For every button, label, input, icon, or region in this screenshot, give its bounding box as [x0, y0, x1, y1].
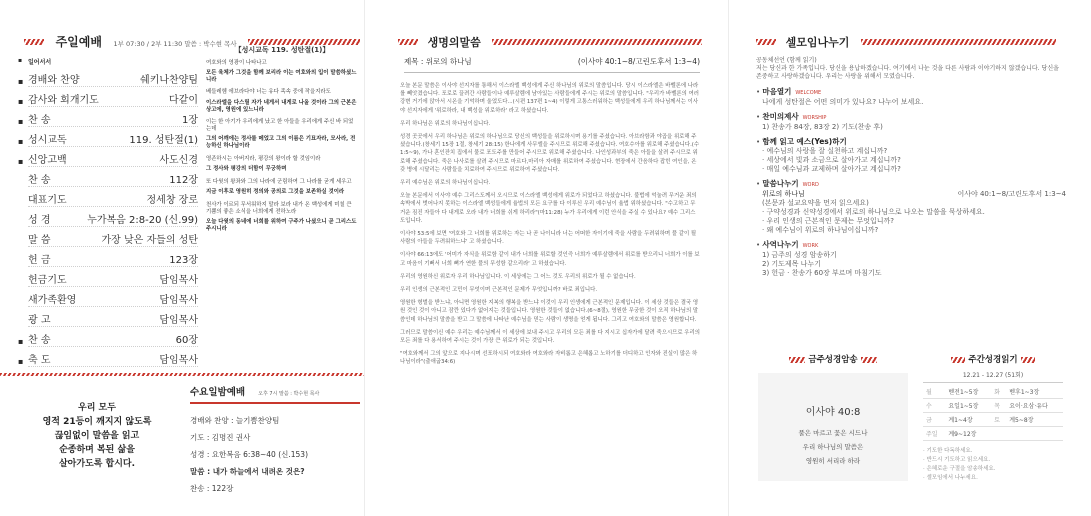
reading-passage	[1006, 427, 1063, 441]
order-value: 담임목사	[159, 275, 198, 286]
responsive-pair	[206, 179, 358, 196]
cell-section-line	[756, 98, 1086, 107]
cell-section-line	[756, 226, 1086, 235]
wednesday-item: 기도 : 김명진 권사	[190, 433, 251, 442]
cell-section	[756, 87, 1086, 107]
sermon-paragraph: 우리 인생의 근본적인 고민이 무엇이며 근본적인 문제가 무엇입니까? 바로 죄입니다.	[400, 287, 598, 294]
bullet: ▪	[18, 157, 24, 166]
memory-reference: 이사야 40:8	[805, 407, 861, 418]
header-stripes	[24, 39, 44, 45]
sermon-paragraph: 그러므로 말씀이신 예수 우리는 예수님께서 이 세상에 보내 주시고 우리의 모든 죄를 다 지시고 십자가에 달려 죽으시므로 우리의 모든 죄를 다 용서하여 주시는 것이 가장 큰 위로가 되는 것입니다.	[400, 329, 700, 345]
reading-day: 금	[923, 413, 945, 427]
reading-title: 주간성경읽기	[968, 355, 1018, 365]
cell-line-text: 위로의 하나님	[762, 190, 805, 198]
reading-day: 주일	[923, 427, 945, 441]
order-row	[18, 327, 198, 347]
reading-range: 12.21 - 12.27 (51회)	[923, 370, 1063, 383]
order-row	[28, 307, 198, 327]
cell-line-text: · 세상에서 빛과 소금으로 살아가고 계십니까?	[762, 156, 901, 164]
reading-passage: 계5~8장	[1006, 413, 1063, 427]
responsive-lead: 베들레헴 에브라다야 너는 유다 족속 중에 작을지라도	[206, 89, 331, 96]
cell-section-line	[756, 165, 1086, 174]
cell-section-title: 마음열기	[762, 87, 792, 96]
intro-text: 저는 당신과 한 가족입니다. 당신을 용납하겠습니다. 여기에서 나눈 것을 다른 사람과 이야기하지 않겠습니다. 당신을 존중하고 사랑하겠습니다. 우리는 사랑을 위해서 모였습니다.	[756, 65, 1059, 80]
cell-section-line	[756, 199, 1086, 208]
order-row	[28, 227, 198, 247]
cell-section	[756, 240, 1086, 278]
order-label: 성 경	[28, 215, 51, 226]
cell-line-text: · 왜 예수님이 위로의 하나님이십니까?	[762, 226, 879, 234]
order-value: 60장	[175, 335, 198, 346]
cell-line-text: 3) 헌금 · 찬송가 60장 부르며 마침기도	[762, 269, 882, 277]
order-row	[28, 267, 198, 287]
sermon-paragraph: 우리 예수님은 위로의 하나님이십니다.	[400, 180, 491, 187]
cell-section-heading	[756, 87, 1086, 98]
order-row	[18, 127, 198, 147]
cell-section-line	[756, 156, 1086, 165]
cell-header	[728, 31, 1091, 50]
reading-day	[991, 427, 1006, 441]
order-value: 112장	[169, 175, 198, 186]
bullet: ▪	[18, 337, 24, 346]
intro-title: 공동체선언 (함께 읽기)	[756, 57, 817, 64]
cell-sections	[756, 87, 1086, 278]
sermon-paragraph: 오늘 본문 말씀은 이사야 선지자를 통해서 이스라엘 백성에게 주신 하나님의 위로의 말씀입니다. 당시 이스라엘은 바벨론에 나라를 빼앗겼습니다. 포로로 끌려간 사람들이나 예루살렘에 남아있는 사람들에게 주시는 위로의 말씀입니다. "우리가 바벨론의 여러 강변 거기에 앉아서 시온을 기억하며 울었도다...(시편 137편 1~4) 이렇게 고통스러워하는 백성들에게 우리 하나님께서는 이사야 선지자에게 '위로하라, 내 백성을 위로하라' 라고 하셨습니다.	[400, 83, 699, 114]
memory-title: 금주성경암송	[808, 355, 858, 365]
sermon-paragraph: 이사야 66:13에도 '어미가 자식을 위로함 같이 내가 너희를 위로할 것인즉 너희가 예루살렘에서 위로를 받으리니 너희가 이를 보고 마음이 기뻐서 너희 뼈가 연한 풀의 무성함 같으리라' 고 하셨습니다.	[400, 252, 700, 267]
sermon-paragraph: 영원한 형벌을 받느냐, 아니면 영원한 지복의 행복을 받느냐 이것이 우리 인생에게 근본적인 문제입니다. 이 세상 것들은 결국 영원 것인 것이 아니고 잠깐 있다가 없어지는 것들입니다. 영원한 것들이 없습니다.(6~8절), 영원한 무궁한 것이 오직 하나님의 말씀인데 하나님의 말씀을 받고 그 말씀에 나타난 예수님을 믿는 사람이 생명을 얻게 됩니다. 그리고 여호와의 말씀은 영원합니다.	[400, 300, 699, 323]
cell-section	[756, 137, 1086, 174]
order-value: 123장	[169, 255, 198, 266]
order-row	[28, 167, 198, 187]
sermon-paragraph: 우리의 영원하신 위로자 우리 하나님입니다. 이 세상에는 그 어느 것도 우리의 위로가 될 수 없습니다.	[400, 273, 636, 280]
responsive-pair	[206, 89, 358, 113]
cell-line-text: 나에게 성탄절은 어떤 의미가 있나요? 나누어 보세요.	[762, 98, 924, 106]
memory-line: 영원히 서리라 하라	[805, 457, 861, 465]
reading-day: 토	[991, 413, 1006, 427]
order-row	[18, 147, 198, 167]
memory-line: 풀은 마르고 꽃은 시드나	[798, 429, 868, 437]
weekly-reading-box	[923, 353, 1063, 483]
cell-meeting-panel	[728, 0, 1091, 516]
order-heading: ▪ 일어서서	[18, 57, 52, 66]
order-label: 경배와 찬양	[28, 75, 80, 86]
order-row	[18, 67, 198, 87]
order-label: 새가족환영	[28, 295, 77, 306]
cell-line-text: 1) 찬송가 84장, 83장 2) 기도(찬송 후)	[762, 123, 883, 131]
reading-day: 화	[991, 385, 1006, 399]
order-label: 신앙고백	[28, 155, 67, 166]
wednesday-subtitle: 오후 7시 말씀 : 박수현 목사	[258, 391, 320, 397]
cell-section-line	[756, 251, 1086, 260]
bullet: •	[756, 113, 763, 121]
order-value: 담임목사	[159, 295, 198, 306]
worship-subtitle: 1부 07:30 / 2부 11:30 말씀 : 박수현 목사	[113, 40, 237, 48]
responsive-reading	[206, 47, 358, 238]
order-label: 성시교독	[28, 135, 67, 146]
bullet: ▪	[18, 117, 24, 126]
responsive-response: 그 정사와 평강의 더함이 무궁하며	[206, 166, 287, 173]
wednesday-item: 말씀 : 내가 하늘에서 내려온 것은?	[190, 467, 305, 476]
responsive-response: 그의 어깨에는 정사를 메었고 그의 이름은 기묘자라, 모사라, 전능하신 하나님이라	[206, 136, 356, 149]
bullet: ▪	[18, 97, 24, 106]
reading-note: · 은혜로운 구절을 암송하세요.	[923, 466, 996, 472]
header-stripes	[248, 39, 360, 45]
order-value: 담임목사	[159, 315, 198, 326]
cell-section	[756, 112, 1086, 132]
sermon-panel	[364, 0, 728, 516]
memory-card	[758, 373, 908, 481]
responsive-lead: 이는 한 아기가 우리에게 났고 한 아들을 우리에게 주신 바 되었는데	[206, 119, 354, 132]
cell-section-line	[756, 217, 1086, 226]
wednesday-item: 경배와 찬양 : 늘기쁨찬양팀	[190, 416, 280, 425]
memory-verse-box	[758, 353, 908, 481]
bullet: ▪	[18, 137, 24, 146]
responsive-response: 모든 육체가 그것을 함께 보리라 이는 여호와의 입이 말씀하셨느니라	[206, 70, 357, 83]
header-stripes	[398, 39, 418, 45]
sermon-title: 제목 : 위로의 하나님	[404, 57, 472, 66]
responsive-response: 지금 이후로 영원히 정의와 공의로 그것을 보존하실 것이라	[206, 189, 345, 196]
reading-row	[923, 399, 1063, 413]
bullet: •	[756, 180, 763, 188]
cell-line-text: · 예수님의 사랑을 잘 실천하고 계십니까?	[762, 147, 888, 155]
order-label: 축 도	[28, 355, 51, 366]
responsive-pair	[206, 60, 358, 84]
cell-section-line	[756, 147, 1086, 156]
order-label: 대표기도	[28, 195, 67, 206]
order-label: 헌금기도	[28, 275, 67, 286]
reading-passage: 요이·요삼·유다	[1006, 399, 1063, 413]
header-stripes	[861, 39, 1056, 45]
order-value: 담임목사	[159, 355, 198, 366]
order-label: 광 고	[28, 315, 51, 326]
cell-section-title: 함께 읽고 예스(Yes)하기	[762, 137, 847, 146]
sermon-paragraph: 우리 하나님은 위로의 하나님이십니다.	[400, 120, 491, 127]
order-value: 쉐키나찬양팀	[140, 75, 198, 86]
header-stripes	[492, 39, 702, 45]
order-label: 찬 송	[28, 335, 51, 346]
order-value: 다같이	[169, 95, 198, 106]
worship-order-panel	[0, 0, 364, 516]
wednesday-title: 수요일밤예배	[190, 387, 246, 398]
reading-note: · 반드시 기도하고 읽으세요.	[923, 457, 991, 463]
cell-line-text: · 우리 인생의 근본적인 문제는 무엇입니까?	[762, 217, 895, 225]
order-row	[28, 247, 198, 267]
reading-passage: 계1~4장	[945, 413, 991, 427]
cell-line-text: · 구약성경과 신약성경에서 위로의 하나님으로 나오는 말씀을 묵상하세요.	[762, 208, 985, 216]
bullet: •	[756, 138, 763, 146]
responsive-lead: 또 다윗의 왕좌와 그의 나라에 군림하여 그 나라를 굳게 세우고	[206, 178, 352, 185]
bullet: ▪	[18, 57, 23, 64]
sermon-header-title: 생명의말씀	[427, 36, 481, 49]
order-value: 사도신경	[159, 155, 198, 166]
sermon-header	[364, 31, 728, 50]
order-label: 헌 금	[28, 255, 51, 266]
cell-section-heading	[756, 137, 1086, 147]
cell-body	[756, 56, 1086, 278]
order-row	[28, 207, 198, 227]
wednesday-item: 성경 : 요한복음 6:38~40 (신.153)	[190, 450, 308, 459]
wednesday-items	[190, 412, 360, 497]
order-value: 누가복음 2:8-20 (신.99)	[87, 215, 198, 226]
reading-passage: 요일1~5장	[945, 399, 991, 413]
reading-header	[923, 353, 1063, 365]
cell-section-tag: WORD	[802, 182, 819, 188]
cell-title: 셀모임나누기	[785, 36, 850, 49]
responsive-response: 이스라엘을 다스릴 자가 네게서 내게로 나올 것이라 그의 근본은 상고에, 영원에 있느니라	[206, 99, 357, 113]
order-row	[28, 187, 198, 207]
responsive-list	[206, 60, 358, 233]
reading-day: 목	[991, 399, 1006, 413]
order-value: 정세창 장로	[146, 195, 198, 206]
order-label: 말 씀	[28, 235, 51, 246]
order-label: 감사와 회개기도	[28, 95, 99, 106]
cell-section-tag: WELCOME	[795, 90, 822, 96]
reading-row	[923, 427, 1063, 441]
responsive-response: 오늘 다윗의 동네에 너희를 위하여 구주가 나셨으니 곧 그리스도 주시니라	[206, 219, 357, 232]
sermon-paragraph: 성경 곳곳에서 우리 하나님은 위로의 하나님으로 당신의 백성들을 위로하시며 용기를 주셨습니다. 아브라함과 야곱을 위로해 주셨습니다.(창세기 15장 1절, 창세기 28:15) 한나에게 사무엘을 주시므로 위로해 주셨습니다. 여호수아를 위로해 주셨습니다.(수1:5~9), 가나 혼인잔치 집에서 물로 포도주를 만들어 주시므로 위로해 주셨습니다. 나인성과부의 죽은 아들을 살려 주시므로 위로해 주셨습니다. 죽은 나사로를 살려 주시므로 마르다,마리아 자매를 위로하여 주셨습니다. 현장에서 간음하다 잡힌 여인을, 온갖 병에 시달리는 사람들을 치료하여 주시므로 위로하여 주셨습니다.	[400, 134, 700, 173]
cell-line-text: (본문과 설교요약을 먼저 읽으세요)	[762, 199, 869, 207]
wednesday-service	[190, 380, 360, 497]
cell-section-heading	[756, 179, 1086, 190]
order-label: 찬 송	[28, 115, 51, 126]
bullet: ▪	[18, 77, 24, 86]
cell-section-title: 찬미의제사	[762, 112, 799, 121]
cell-line-text: 1) 금주의 성경 암송하기	[762, 251, 837, 259]
sermon-scripture: (이사야 40:1~8/고린도후서 1:3~4)	[577, 57, 700, 66]
motto-text: 우리 모두 영적 21등이 깨지지 않도록 끊임없이 말씀을 읽고 순종하며 복된 삶을 살아가도록 합시다.	[42, 403, 152, 469]
responsive-pair	[206, 202, 358, 232]
bullet: •	[756, 88, 763, 96]
reading-notes	[923, 447, 1063, 483]
cell-section-heading	[756, 240, 1086, 251]
order-value: 119. 성탄절(1)	[129, 135, 198, 146]
sermon-body	[400, 82, 700, 372]
responsive-lead: 영존하시는 아버지라, 평강의 왕이라 할 것임이라	[206, 155, 321, 162]
wednesday-item: 찬송 : 122장	[190, 484, 234, 493]
cell-section-line	[756, 260, 1086, 269]
reading-passage: 벧전1~5장	[945, 385, 991, 399]
responsive-lead: 여호와의 영광이 나타나고	[206, 59, 267, 66]
memory-line: 우리 하나님의 말씀은	[802, 443, 864, 451]
bullet: •	[756, 241, 763, 249]
reading-day: 월	[923, 385, 945, 399]
order-row	[18, 347, 198, 367]
memory-verse	[758, 426, 908, 468]
sermon-title-bar	[404, 56, 700, 73]
reading-note: · 기도한 다독하세요.	[923, 448, 973, 454]
order-label: 찬 송	[28, 175, 51, 186]
cell-section	[756, 179, 1086, 235]
reading-day: 수	[923, 399, 945, 413]
order-row	[28, 287, 198, 307]
reading-passage: 벧후1~3장	[1006, 385, 1063, 399]
divider-stripe	[0, 373, 364, 376]
order-value: 가장 낮은 자들의 성탄	[101, 235, 198, 246]
responsive-pair	[206, 156, 358, 173]
order-row	[18, 107, 198, 127]
reading-table	[923, 385, 1063, 441]
sermon-paragraph: 이사야 53:5에 보면 '여호와 그 너희를 위로하는 자는 나 곧 나이니라 너는 어떠한 자이기에 죽을 사람을 두려워하며 풀 같이 될 사람의 아들을 두려워하느냐' 고 하셨습니다.	[400, 231, 697, 246]
cell-line-text: · 매일 예수님과 교제하며 살아가고 계십니까?	[762, 165, 901, 173]
cell-line-text: 2) 기도제목 나누기	[762, 260, 821, 268]
sermon-paragraph: "여호와께서 그의 앞으로 지나시며 선포하시되 여호와라 여호와라 자비롭고 은혜롭고 노하기를 더디하고 인자와 진실이 많은 하나님이라"(출애굽34:6)	[400, 351, 698, 366]
bullet: ▪	[18, 357, 24, 366]
cell-section-title: 말씀나누기	[762, 179, 799, 188]
reading-passage: 계9~12장	[945, 427, 991, 441]
cell-section-line	[756, 123, 1086, 132]
order-value: 1장	[181, 115, 198, 126]
cell-section-tag: WORK	[802, 243, 819, 249]
cell-section-line	[756, 190, 1086, 199]
cell-section-line	[756, 208, 1086, 217]
order-row	[18, 87, 198, 107]
reading-note: · 셀모임에서 나누세요.	[923, 475, 978, 481]
header-stripes	[756, 39, 776, 45]
cell-section-line	[756, 269, 1086, 278]
responsive-title: 【성시교독 119. 성탄절(1)】	[234, 46, 330, 54]
reading-row	[923, 385, 1063, 399]
memory-header	[758, 353, 908, 365]
cell-section-title: 사역나누기	[762, 240, 799, 249]
responsive-pair	[206, 119, 358, 149]
cell-section-tag: WORSHIP	[802, 115, 827, 121]
reading-row	[923, 413, 1063, 427]
cell-section-reference: 이사야 40:1~8/고린도후서 1:3~4	[957, 190, 1066, 198]
worship-title: 주일예배	[55, 35, 102, 49]
responsive-lead: 천사가 이르되 무서워하지 말라 보라 내가 온 백성에게 미칠 큰 기쁨의 좋은 소식을 너희에게 전하노라	[206, 201, 352, 215]
sermon-paragraph: 오늘 본문에서 이사야 예수 그리스도께서 오시므로 이스라엘 백성에게 위로가 되었다고 하셨습니다. 불법에 억눌려 무거운 죄의 속박에서 벗어나지 못하는 이스라엘 백성들에게 율법의 모든 요구를 다 이루신 우리 예수님이 율법 위하셨습니다. "수고하고 무거운 짐진 자들아 다 내게로 오라 내가 너희를 쉬게 하리라"(마11:28) 누가 우리에게 이런 안식을 주실 수 있나요? 예수 그리스도입니다.	[400, 193, 697, 224]
cell-section-heading	[756, 112, 1086, 123]
